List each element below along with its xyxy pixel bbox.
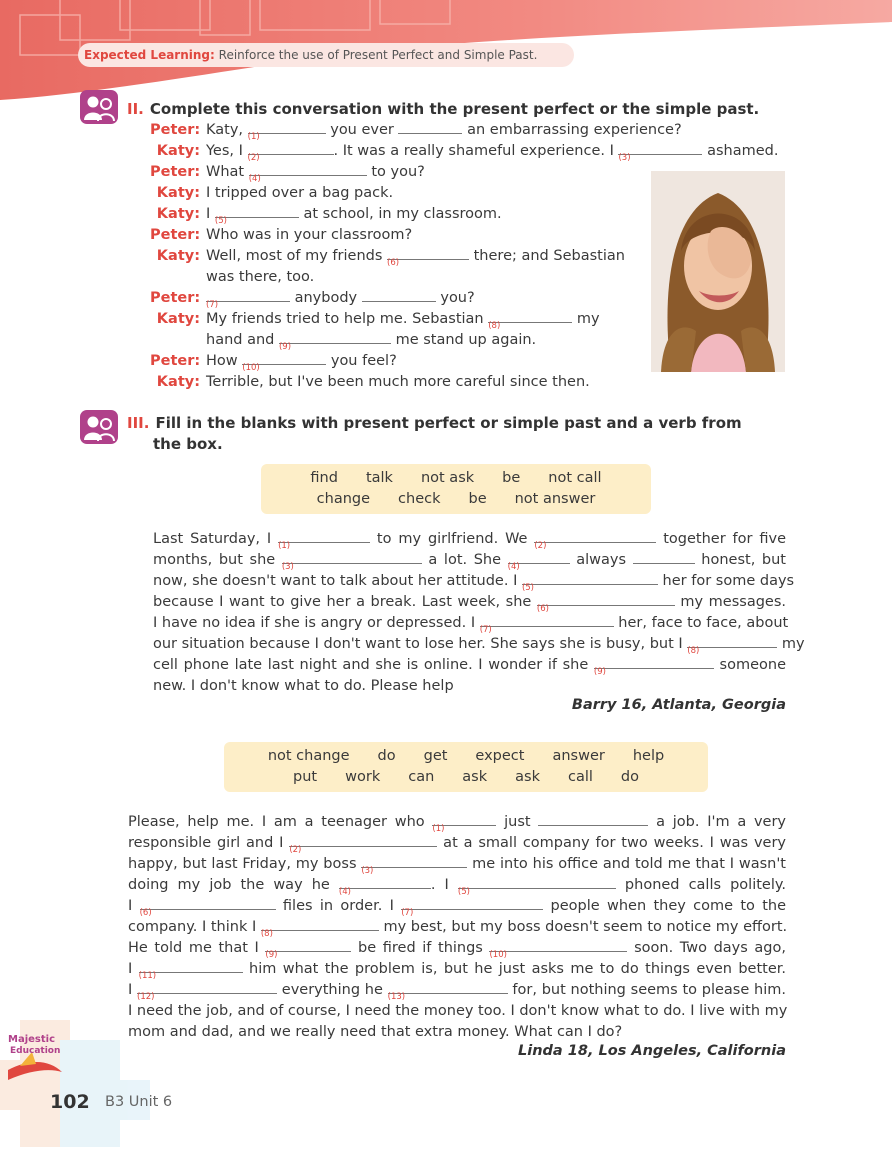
blank-number: (3) (618, 153, 631, 163)
text-segment: always (569, 552, 633, 568)
answer-blank[interactable] (479, 614, 614, 635)
section-2-instruction: Complete this conversation with the present perfect or the simple past. (149, 100, 760, 118)
expected-learning-banner (78, 43, 574, 67)
dialogue-line (206, 246, 625, 267)
letter-line (153, 571, 795, 593)
answer-blank[interactable] (247, 121, 326, 142)
text-segment: hand and (206, 332, 279, 348)
blank-number: (5) (214, 216, 227, 226)
text-segment: at school, in my classroom. (298, 206, 502, 222)
blank-number: (6) (139, 908, 152, 918)
blank-number: (2) (534, 541, 547, 551)
publisher-logo (0, 1000, 150, 1147)
answer-blank[interactable] (387, 981, 508, 1002)
blank-number: (1) (278, 541, 291, 551)
letter-2 (128, 812, 786, 1043)
dialogue-line (206, 162, 425, 183)
verb-option: work (345, 769, 381, 785)
text-segment: Yes, I (206, 143, 248, 159)
answer-blank[interactable] (247, 142, 334, 163)
answer-blank[interactable] (633, 551, 695, 564)
letter-line (128, 854, 786, 875)
verb-box-1-row-2 (261, 489, 651, 510)
text-segment: our situation because I don't want to lose her. She says she is busy, but I (153, 636, 688, 652)
answer-blank[interactable] (361, 855, 467, 876)
blank-number: (2) (289, 845, 302, 855)
verb-box-1-row-1 (261, 468, 651, 489)
letter-line (153, 676, 786, 697)
verb-option: not answer (514, 491, 596, 507)
verb-option: find (310, 470, 338, 486)
text-segment: How (206, 353, 243, 369)
verb-option: answer (552, 748, 605, 764)
answer-blank[interactable] (214, 205, 299, 226)
text-segment: He told me that I (128, 940, 266, 956)
dialogue-line (206, 225, 412, 246)
text-segment: happy, but last Friday, my boss (128, 856, 362, 872)
logo-graphic (0, 1000, 150, 1147)
letter-line (128, 917, 786, 938)
dialogue-line (206, 267, 314, 288)
blank-number: (10) (489, 950, 507, 960)
logo-text-2: Education (10, 1046, 61, 1056)
verb-box-2-row-1 (224, 746, 708, 767)
verb-option: be (468, 491, 487, 507)
text-segment: I need the job, and of course, I need the money too. I don't know what to do. I live with my (128, 1003, 788, 1019)
letter-1 (153, 529, 805, 697)
text-segment: My friends tried to help me. Sebastian (206, 311, 489, 327)
verb-option: change (316, 491, 371, 507)
verb-option: do (377, 748, 396, 764)
blank-number: (3) (361, 866, 374, 876)
unit-label: B3 Unit 6 (105, 1094, 173, 1110)
text-segment: her, face to face, about (613, 615, 789, 631)
dialogue-line (206, 330, 536, 351)
text-segment: together for five (656, 531, 786, 547)
text-segment: her for some days (657, 573, 795, 589)
text-segment: a job. I'm a very (648, 814, 786, 830)
speaker-name: Peter: (150, 122, 201, 138)
letter-line (128, 875, 786, 896)
dialogue-line (206, 204, 502, 225)
text-segment: a lot. She (421, 552, 508, 568)
blank-number: (11) (138, 971, 157, 981)
speaker-name: Katy: (156, 185, 200, 201)
verb-option: get (423, 748, 448, 764)
answer-blank[interactable] (338, 876, 431, 897)
blank-number: (7) (401, 908, 414, 918)
text-segment: to my girlfriend. We (370, 531, 535, 547)
blank-number: (4) (248, 174, 261, 184)
text-segment: soon. Two days ago, (627, 940, 786, 956)
embarrassed-girl-photo (651, 171, 785, 372)
text-segment: my messages. (674, 594, 786, 610)
speaker-name: Peter: (150, 290, 201, 306)
verb-option: can (408, 769, 435, 785)
answer-blank[interactable] (457, 876, 616, 897)
text-segment: I (128, 961, 139, 977)
section-3-number: III. (127, 414, 150, 432)
text-segment: me stand up again. (390, 332, 537, 348)
text-segment: honest, but (694, 552, 786, 568)
text-segment: responsible girl and I (128, 835, 290, 851)
text-segment: I tripped over a bag pack. (206, 185, 394, 201)
answer-blank[interactable] (278, 331, 391, 352)
signature-1: Barry 16, Atlanta, Georgia (571, 697, 786, 713)
text-segment: everything he (277, 982, 388, 998)
answer-blank[interactable] (521, 572, 658, 593)
text-segment: someone (713, 657, 786, 673)
blank-number: (9) (593, 667, 606, 677)
text-segment: just (496, 814, 539, 830)
text-segment: mom and dad, and we really need that extra money. What can I do? (128, 1024, 623, 1040)
expected-learning-text: Reinforce the use of Present Perfect and Simple Past. (218, 48, 538, 62)
text-segment: Katy, (206, 122, 248, 138)
dialogue-line (206, 183, 393, 204)
blank-number: (7) (206, 300, 219, 310)
answer-blank[interactable] (137, 981, 277, 1002)
blank-number: (6) (387, 258, 400, 268)
text-segment: you feel? (326, 353, 397, 369)
answer-blank[interactable] (687, 635, 777, 656)
letter-line (153, 655, 786, 676)
answer-blank[interactable] (248, 163, 367, 184)
page-number: 102 (50, 1091, 90, 1113)
speaker-name: Katy: (156, 374, 200, 390)
text-segment: an embarrassing experience? (462, 122, 682, 138)
answer-blank[interactable] (536, 593, 675, 614)
section-3-title (127, 413, 742, 434)
dialogue-line (206, 372, 590, 393)
text-segment: . It was a really shameful experience. I (333, 143, 619, 159)
verb-option: do (620, 769, 639, 785)
text-segment: Please, help me. I am a teenager who (128, 814, 433, 830)
answer-blank[interactable] (138, 960, 243, 981)
text-segment: Well, most of my friends (206, 248, 388, 264)
blank-number: (1) (247, 132, 260, 142)
verb-option: not change (267, 748, 350, 764)
blank-number: (9) (265, 950, 278, 960)
blank-number: (5) (457, 887, 470, 897)
text-segment: Who was in your classroom? (206, 227, 413, 243)
blank-number: (8) (260, 929, 273, 939)
answer-blank[interactable] (534, 530, 656, 551)
text-segment: because I want to give her a break. Last week, she (153, 594, 537, 610)
speaker-name: Katy: (156, 143, 200, 159)
text-segment: . I (430, 877, 458, 893)
answer-blank[interactable] (242, 352, 326, 373)
text-segment: was there, too. (206, 269, 315, 285)
answer-blank[interactable] (432, 813, 496, 834)
text-segment: at a small company for two weeks. I was very (437, 835, 787, 851)
blank-number: (13) (387, 992, 406, 1002)
text-segment: you ever (325, 122, 399, 138)
pair-work-icon (80, 410, 118, 444)
answer-blank[interactable] (488, 310, 572, 331)
answer-blank[interactable] (139, 897, 276, 918)
text-segment: you? (435, 290, 475, 306)
section-3-instruction-line1: Fill in the blanks with present perfect or simple past and a verb from (155, 414, 742, 432)
blank-number: (3) (281, 562, 294, 572)
blank-number: (5) (521, 583, 534, 593)
dialogue-line (206, 141, 778, 162)
text-segment: there; and Sebastian (469, 248, 625, 264)
answer-blank[interactable] (260, 918, 379, 939)
blank-number: (7) (479, 625, 492, 635)
blank-number: (9) (278, 342, 292, 352)
answer-blank[interactable] (289, 834, 437, 855)
answer-blank[interactable] (489, 939, 627, 960)
text-segment: files in order. I (275, 898, 402, 914)
speaker-name: Katy: (156, 248, 200, 264)
blank-number: (2) (247, 153, 260, 163)
text-segment: anybody (290, 290, 362, 306)
letter-line (128, 812, 786, 833)
dialogue-line (206, 288, 475, 309)
answer-blank[interactable] (618, 142, 702, 163)
speaker-name: Katy: (156, 311, 200, 327)
text-segment: Terrible, but I've been much more careful since then. (206, 374, 590, 390)
letter-line (128, 980, 786, 1001)
blank-number: (6) (536, 604, 549, 614)
embarrassed-girl-illustration (651, 171, 785, 372)
text-segment: for, but nothing seems to please him. (507, 982, 786, 998)
letter-line (153, 550, 786, 571)
answer-blank[interactable] (278, 530, 370, 551)
verb-box-2-row-2 (224, 767, 708, 788)
text-segment: phoned calls politely. (615, 877, 786, 893)
text-segment: my (572, 311, 600, 327)
text-segment: I (206, 206, 215, 222)
text-segment: now, she doesn't want to talk about her attitude. I (153, 573, 522, 589)
blank-number: (4) (507, 562, 520, 572)
speaker-name: Peter: (150, 353, 201, 369)
text-segment: him what the problem is, but he just asks me to do things even better. (242, 961, 786, 977)
text-segment: my (777, 636, 805, 652)
letter-line (128, 1022, 786, 1043)
verb-option: expect (475, 748, 525, 764)
text-segment: Last Saturday, I (153, 531, 279, 547)
answer-blank[interactable] (593, 656, 714, 677)
verb-option: not ask (420, 470, 475, 486)
text-segment: be fired if things (351, 940, 490, 956)
verb-option: help (632, 748, 665, 764)
blank-number: (12) (137, 992, 155, 1002)
answer-blank[interactable] (401, 897, 543, 918)
letter-line (153, 529, 786, 550)
letter-line (128, 959, 786, 980)
answer-blank[interactable] (281, 551, 422, 572)
letter-line (128, 938, 786, 959)
verb-box-2 (224, 742, 708, 792)
answer-blank[interactable] (538, 813, 648, 826)
section-3-title-line2: the box. (153, 435, 223, 453)
answer-blank[interactable] (206, 289, 290, 310)
speaker-name: Katy: (156, 206, 200, 222)
dialogue-line (206, 120, 682, 141)
answer-blank[interactable] (265, 939, 351, 960)
blank-number: (1) (432, 824, 445, 834)
text-segment: What (206, 164, 249, 180)
blank-number: (8) (488, 321, 501, 331)
verb-option: not call (548, 470, 602, 486)
verb-option: put (293, 769, 318, 785)
text-segment: doing my job the way he (128, 877, 339, 893)
letter-line (128, 896, 786, 917)
text-segment: my best, but my boss doesn't seem to notice my effort. (378, 919, 788, 935)
dialogue-line (206, 309, 600, 330)
text-segment: ashamed. (702, 143, 779, 159)
verb-box-1 (261, 464, 651, 514)
text-segment: to you? (366, 164, 425, 180)
letter-line (153, 613, 789, 635)
dialogue-line (206, 351, 397, 372)
text-segment: months, but she (153, 552, 282, 568)
text-segment: I (128, 982, 138, 998)
letter-line (153, 634, 805, 656)
verb-option: call (567, 769, 593, 785)
answer-blank[interactable] (387, 247, 469, 268)
blank-number: (8) (687, 646, 700, 656)
signature-2: Linda 18, Los Angeles, California (518, 1043, 786, 1059)
verb-option: check (398, 491, 441, 507)
verb-option: be (502, 470, 521, 486)
text-segment: me into his office and told me that I wasn't (467, 856, 786, 872)
text-segment: cell phone late last night and she is online. I wonder if she (153, 657, 594, 673)
section-2-number: II. (127, 100, 144, 118)
text-segment: new. I don't know what to do. Please help (153, 678, 454, 694)
text-segment: company. I think I (128, 919, 261, 935)
text-segment: people when they come to the (543, 898, 786, 914)
verb-option: ask (462, 769, 488, 785)
letter-line (128, 1001, 786, 1022)
blank-number: (4) (338, 887, 351, 897)
blank-number: (10) (242, 363, 260, 373)
expected-learning-label: Expected Learning: (84, 48, 215, 62)
logo-text-1: Majestic (8, 1034, 55, 1045)
answer-blank[interactable] (507, 551, 570, 572)
verb-option: talk (365, 470, 393, 486)
answer-blank[interactable] (398, 121, 462, 134)
speaker-name: Peter: (150, 164, 201, 180)
speaker-name: Peter: (150, 227, 201, 243)
text-segment: I have no idea if she is angry or depressed. I (153, 615, 480, 631)
verb-option: ask (515, 769, 540, 785)
letter-line (153, 592, 786, 613)
section-2-title (127, 99, 759, 120)
text-segment: I (128, 898, 140, 914)
letter-line (128, 833, 786, 854)
answer-blank[interactable] (362, 289, 436, 302)
pair-work-icon (80, 90, 118, 124)
